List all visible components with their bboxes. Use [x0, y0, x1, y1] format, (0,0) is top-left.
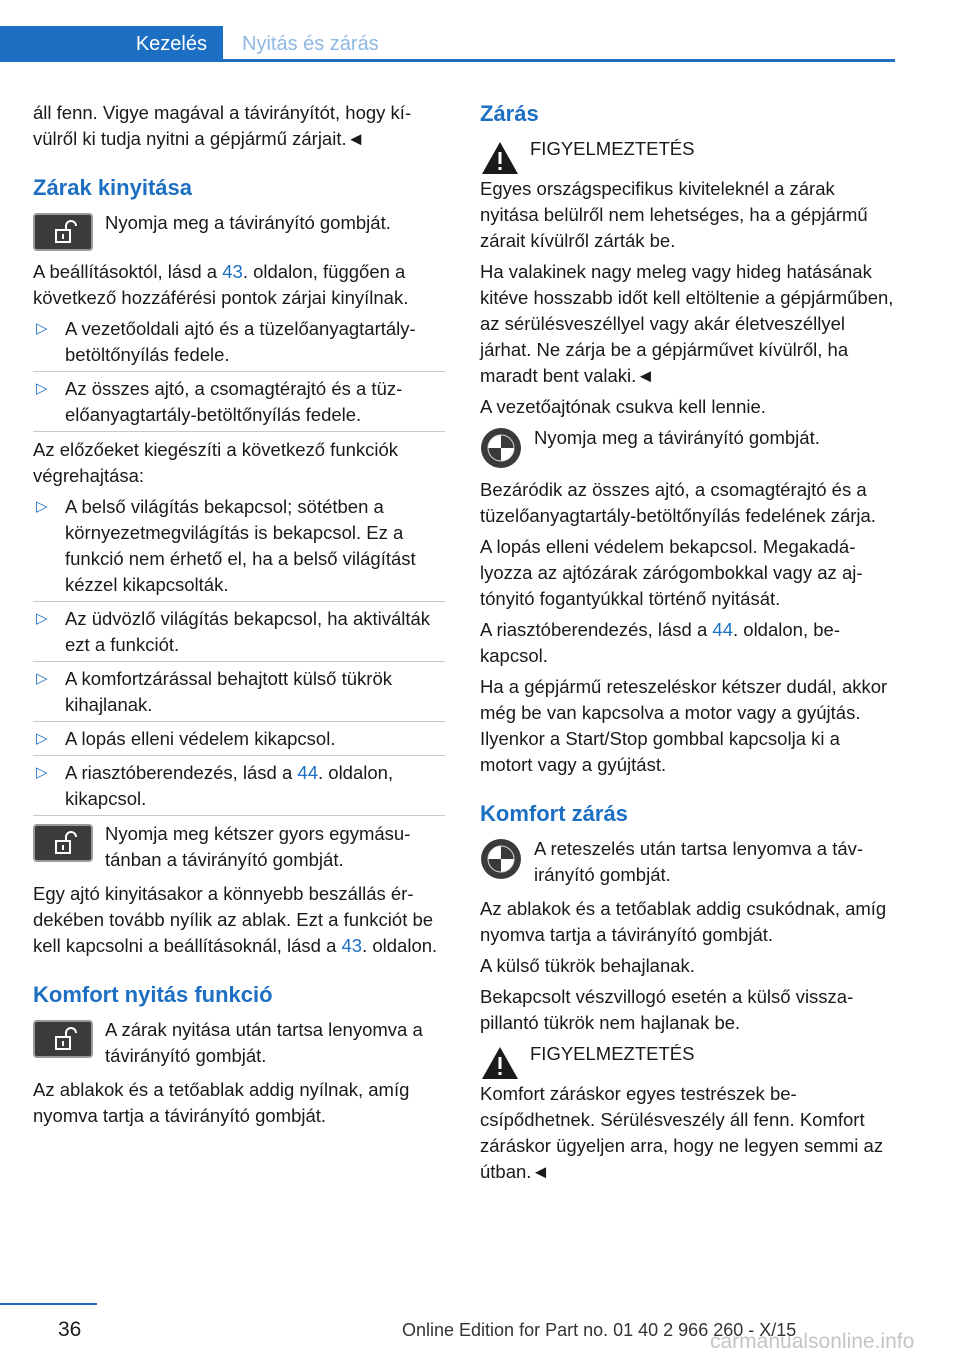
- functions-list: [33, 494, 445, 816]
- lock-key-row: [480, 425, 896, 469]
- page-link-43[interactable]: 43: [222, 261, 243, 282]
- tab-kezeles[interactable]: Kezelés: [0, 26, 223, 62]
- unlock-double-key-text: Nyomja meg kétszer gyors egymásutánban a távirányító gombját.: [105, 823, 411, 870]
- section-title-comfort-lock: Komfort zárás: [480, 801, 628, 826]
- list-item: ▷ Az üdvözlő világítás bekapcsol, ha aktiválták ezt a funkciót.: [33, 606, 445, 662]
- comfort-lock-key-text: A reteszelés után tartsa lenyomva a távirányító gombját.: [534, 838, 864, 885]
- triangle-bullet-icon: ▷: [36, 670, 48, 687]
- comfort-open-key-row: [33, 1017, 445, 1069]
- unlock-key-text: Nyomja meg a távirányító gombját.: [105, 212, 391, 233]
- warning-text-2: Komfort záráskor egyes testrészek becsípődhetnek. Sérülésveszély áll fenn. Komfort záráskor ügyeljen arra, hogy ne legyen semmi az útban.◄: [480, 1083, 884, 1182]
- unlock-icon: [33, 1020, 93, 1058]
- warning-triangle-icon: [480, 1045, 520, 1081]
- tab-nyitas-es-zaras[interactable]: Nyitás és zárás: [242, 33, 379, 55]
- lock-paragraph-2: Bezáródik az összes ajtó, a csomagtérajtó és a tüzelőanyagtartály-betöltőnyílás fedelének zárja.: [480, 479, 876, 526]
- triangle-bullet-icon: ▷: [36, 498, 48, 515]
- comfort-lock-paragraph-2: A külső tükrök behajlanak.: [480, 955, 695, 976]
- warning-text-1: Egyes országspecifikus kiviteleknél a zárak nyitása belülről nem lehetséges, ha a gépjármű zárait kívülről zárták be.: [480, 178, 868, 251]
- triangle-bullet-icon: ▷: [36, 380, 48, 397]
- section-title-lock: Zárás: [480, 101, 539, 126]
- bmw-logo-icon: [480, 838, 522, 880]
- bmw-logo-icon: [480, 427, 522, 469]
- list-item: ▷ A komfortzárással behajtott külső tükrök kihajlanak.: [33, 666, 445, 722]
- list-item: ▷ Az összes ajtó, a csomagtérajtó és a tüzelőanyagtartály-betöltőnyílás fedele.: [33, 376, 445, 432]
- unlock-paragraph-3: Egy ajtó kinyitásakor a könnyebb beszállás érdekében tovább nyílik az ablak. Ezt a funkciót be kell kapcsolni a beállításoknál, lásd a 43. oldalon.: [33, 883, 438, 956]
- header-tabbar: [0, 26, 895, 62]
- unlock-key-row: [33, 210, 445, 251]
- triangle-bullet-icon: ▷: [36, 320, 48, 337]
- intro-paragraph: áll fenn. Vigye magával a távirányítót, hogy kívülről ki tudja nyitni a gépjármű zárjait.◄: [33, 102, 412, 149]
- comfort-lock-paragraph-1: Az ablakok és a tetőablak addig csukódnak, amíg nyomva tartja a távirányító gombját.: [480, 898, 887, 945]
- warning-text-1b: Ha valakinek nagy meleg vagy hideg hatásának kitéve hosszabb időt kell eltöltenie a gépjárműben, az sérülésveszéllyel vagy akár életveszéllyel járhat. Ne zárja be a gépjárművet kívülről, ha maradt bent valaki.◄: [480, 261, 894, 386]
- unlock-icon: [33, 213, 93, 251]
- page-link-44[interactable]: 44: [712, 619, 733, 640]
- comfort-lock-key-row: [480, 836, 896, 888]
- unlock-double-key-row: [33, 821, 445, 873]
- unlock-paragraph-2: Az előzőeket kiegészíti a következő funkciók végrehajtása:: [33, 439, 399, 486]
- lock-paragraph-3: A lopás elleni védelem bekapcsol. Megakadályozza az ajtózárak zárógombokkal vagy az ajtónyitó fogantyúkkal történő nyitását.: [480, 536, 863, 609]
- right-column: [480, 100, 896, 1190]
- list-item: ▷ A riasztóberendezés, lásd a 44. oldalon, kikapcsol.: [33, 760, 445, 816]
- warning-title: FIGYELMEZTETÉS: [530, 1043, 695, 1064]
- lock-paragraph-4: A riasztóberendezés, lásd a 44. oldalon, bekapcsol.: [480, 619, 840, 666]
- comfort-open-key-text: A zárak nyitása után tartsa lenyomva a távirányító gombját.: [105, 1019, 423, 1066]
- page-number: 36: [58, 1318, 82, 1341]
- warning-block-2: [480, 1041, 896, 1081]
- section-title-unlock: Zárak kinyitása: [33, 175, 192, 200]
- triangle-bullet-icon: ▷: [36, 610, 48, 627]
- lock-paragraph-1: A vezetőajtónak csukva kell lennie.: [480, 396, 766, 417]
- watermark: carmanualsonline.info: [710, 1330, 915, 1353]
- lock-key-text: Nyomja meg a távirányító gombját.: [534, 427, 820, 448]
- unlock-paragraph-1: A beállításoktól, lásd a 43. oldalon, függően a következő hozzáférési pontok zárjai kinyílnak.: [33, 261, 409, 308]
- warning-triangle-icon: [480, 140, 520, 176]
- footer-rule: [0, 1303, 97, 1305]
- access-points-list: [33, 316, 445, 432]
- list-item: ▷ A vezetőoldali ajtó és a tüzelőanyagtartály-betöltőnyílás fedele.: [33, 316, 445, 372]
- comfort-open-paragraph: Az ablakok és a tetőablak addig nyílnak, amíg nyomva tartja a távirányító gombját.: [33, 1079, 410, 1126]
- comfort-lock-paragraph-3: Bekapcsolt vészvillogó esetén a külső visszapillantó tükrök nem hajlanak be.: [480, 986, 854, 1033]
- list-item: ▷ A lopás elleni védelem kikapcsol.: [33, 726, 445, 756]
- triangle-bullet-icon: ▷: [36, 730, 48, 747]
- page-link-43[interactable]: 43: [341, 935, 363, 956]
- left-column: [33, 100, 445, 1134]
- page-link-44[interactable]: 44: [297, 762, 318, 783]
- footer-edition: Online Edition for Part no. 01 40 2 966 260 - X/15: [402, 1320, 797, 1340]
- list-item: ▷ A belső világítás bekapcsol; sötétben a környezetmegvilágítás is bekapcsol. Ez a funkció nem érhető el, ha a belső világítást kézzel kikapcsolták.: [33, 494, 445, 602]
- section-title-comfort-open: Komfort nyitás funkció: [33, 982, 273, 1007]
- header-rule: [223, 59, 895, 62]
- warning-title: FIGYELMEZTETÉS: [530, 138, 695, 159]
- unlock-icon: [33, 824, 93, 862]
- triangle-bullet-icon: ▷: [36, 764, 48, 781]
- warning-block-1: [480, 136, 896, 176]
- lock-paragraph-5: Ha a gépjármű reteszeléskor kétszer dudál, akkor még be van kapcsolva a motor vagy a gyújtás. Ilyenkor a Start/Stop gombbal kapcsolja ki a motort vagy a gyújtást.: [480, 676, 888, 775]
